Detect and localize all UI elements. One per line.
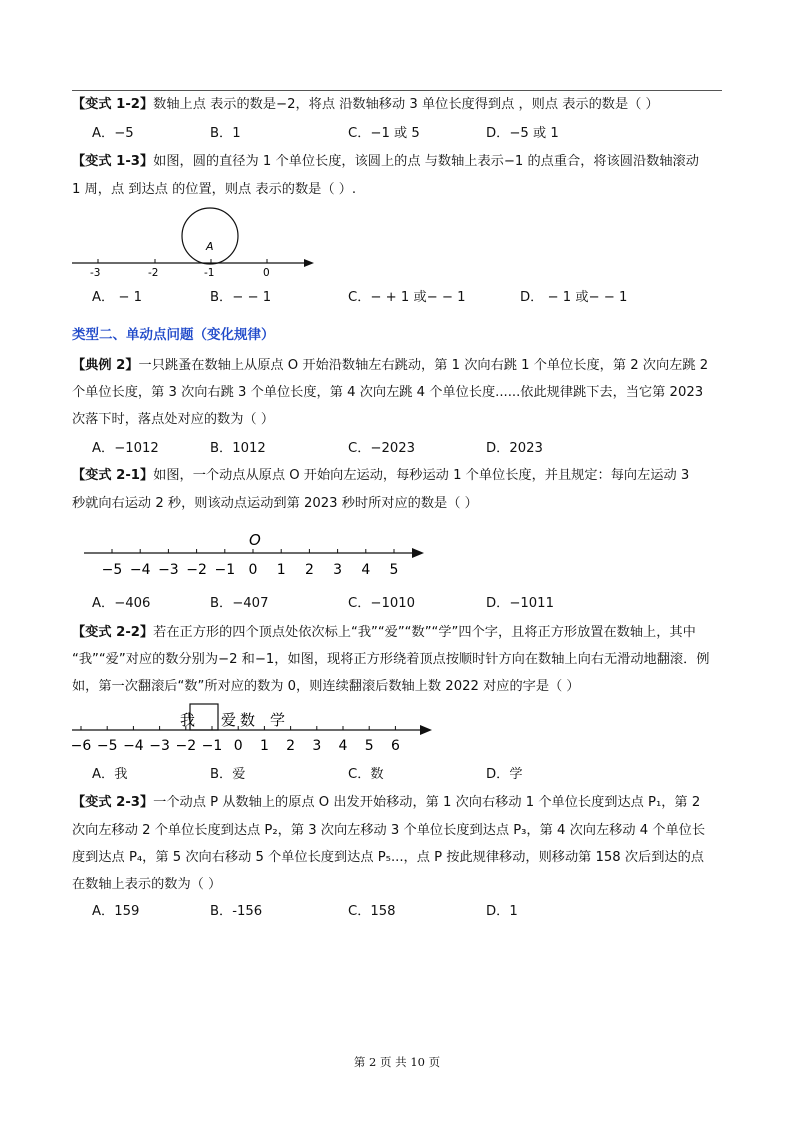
tick-label: 4 — [338, 738, 348, 754]
tick-label: −1 — [201, 738, 223, 754]
square-number-line-figure — [70, 700, 440, 754]
tick-label: 6 — [390, 738, 400, 754]
tick-label: 1 — [276, 562, 286, 578]
option-b[interactable]: B．爱 — [210, 767, 246, 782]
axis-arrow-icon — [420, 725, 432, 735]
question-2-1-line-2: 秒就向右运动 2 秒，则该动点运动到第 2023 秒时所对应的数是（ ） — [72, 496, 478, 511]
origin-label: O — [249, 531, 261, 549]
tick-label: −5 — [101, 562, 123, 578]
tick-label: −3 — [158, 562, 179, 578]
option-d[interactable]: D．1 — [486, 904, 518, 919]
question-1-3-line-2: 1 周，点 到达点 的位置，则点 表示的数是（ ）. — [72, 182, 357, 197]
tick-label: 5 — [389, 562, 399, 578]
option-b[interactable]: B．1 — [210, 126, 241, 141]
option-c[interactable]: C．−1 或 5 — [348, 126, 420, 141]
tick-label: −3 — [149, 738, 170, 754]
option-a[interactable]: A．我 — [92, 767, 128, 782]
option-d[interactable]: D．−5 或 1 — [486, 126, 559, 141]
axis-arrow-icon — [412, 548, 424, 558]
option-c[interactable]: C．−1010 — [348, 596, 416, 611]
word-xue: 学 — [270, 711, 286, 729]
tick-label: 3 — [333, 562, 343, 578]
page-footer: 第 2 页 共 10 页 — [353, 1055, 441, 1069]
question-tag: 【变式 2-1】 — [72, 468, 154, 483]
question-2-3-line-1 — [72, 794, 700, 812]
question-2-3-line-3: 度到达点 P₄，第 5 次向右移动 5 个单位长度到达点 P₅...，点 P 按此规律移动，则移动第 158 次后到达的点 — [72, 850, 704, 865]
header-rule — [72, 90, 722, 91]
word-wo: 我 — [180, 711, 196, 729]
tick-label: −2 — [175, 738, 197, 754]
tick-label: 2 — [304, 562, 314, 578]
option-c[interactable]: C．− + 1 或− − 1 — [348, 290, 466, 305]
question-2-3-line-2: 次向左移动 2 个单位长度到达点 P₂，第 3 次向左移动 3 个单位长度到达点 P₃，第 4 次向左移动 4 个单位长 — [72, 823, 706, 838]
question-text: 如图，一个动点从原点 O 开始向左运动，每秒运动 1 个单位长度，并且规定：每向左运动 3 — [153, 468, 690, 483]
question-text: 一个动点 P 从数轴上的原点 O 出发开始移动，第 1 次向右移动 1 个单位长度到达点 P₁，第 2 — [153, 795, 701, 810]
word-shu: 数 — [240, 711, 256, 729]
tick-label: 2 — [286, 738, 296, 754]
tick-label: 1 — [259, 738, 269, 754]
tick-label: −4 — [123, 738, 144, 754]
option-d[interactable]: D．−1011 — [486, 596, 554, 611]
question-1-3-line-1 — [72, 153, 699, 171]
option-d[interactable]: D．学 — [486, 767, 523, 782]
option-a[interactable]: A．−406 — [92, 596, 151, 611]
rolling-circle — [182, 208, 238, 264]
section-heading: 类型二、单动点问题（变化规律） — [72, 327, 275, 343]
option-c[interactable]: C．158 — [348, 904, 396, 919]
point-a-label: A — [206, 240, 214, 253]
tick-label: 0 — [233, 738, 243, 754]
example-2-line-2: 个单位长度，第 3 次向右跳 3 个单位长度，第 4 次向左跳 4 个单位长度......依此规律跳下去，当它第 2023 — [72, 385, 704, 400]
tick-label: −1 — [214, 562, 236, 578]
example-2-line-1 — [72, 357, 708, 375]
question-1-2 — [72, 96, 659, 114]
option-d[interactable]: D． − 1 或− − 1 — [520, 290, 628, 305]
tick-label: −2 — [186, 562, 207, 578]
tick-label: -2 — [148, 267, 159, 279]
option-a[interactable]: A．159 — [92, 904, 140, 919]
tick-label: 3 — [312, 738, 322, 754]
example-2-line-3: 次落下时，落点处对应的数为（ ） — [72, 412, 275, 427]
number-line-figure-2-1 — [82, 528, 432, 580]
question-text: 如图，圆的直径为 1 个单位长度，该圆上的点 与数轴上表示−1 的点重合，将该圆沿数轴滚动 — [153, 154, 699, 169]
question-tag: 【变式 2-3】 — [72, 795, 154, 810]
tick-label: 5 — [364, 738, 374, 754]
question-2-2-line-1 — [72, 624, 696, 642]
circle-number-line-figure — [70, 205, 320, 280]
question-text: 一只跳蚤在数轴上从原点 O 开始沿数轴左右跳动，第 1 次向右跳 1 个单位长度，第 2 次向左跳 2 — [138, 358, 709, 373]
tick-label: −5 — [96, 738, 118, 754]
question-text: 若在正方形的四个顶点处依次标上“我”“爱”“数”“学”四个字，且将正方形放置在数轴上，其中 — [153, 625, 696, 640]
tick-label: 0 — [263, 267, 270, 279]
tick-label: −4 — [129, 562, 151, 578]
question-text: 数轴上点 表示的数是−2，将点 沿数轴移动 3 单位长度得到点 ，则点 表示的数是（ ） — [153, 97, 659, 112]
option-a[interactable]: A． − 1 — [92, 290, 143, 305]
option-b[interactable]: B．-156 — [210, 904, 263, 919]
tick-label: -3 — [90, 267, 101, 279]
question-tag: 【变式 2-2】 — [72, 625, 154, 640]
tick-label: −6 — [70, 738, 92, 754]
tick-label: 4 — [361, 562, 371, 578]
option-a[interactable]: A．−1012 — [92, 441, 159, 456]
option-b[interactable]: B．1012 — [210, 441, 266, 456]
option-c[interactable]: C．数 — [348, 767, 384, 782]
tick-label: 0 — [248, 562, 258, 578]
option-b[interactable]: B．−407 — [210, 596, 269, 611]
question-2-2-line-3: 如，第一次翻滚后“数”所对应的数为 0，则连续翻滚后数轴上数 2022 对应的字是（ ） — [72, 679, 580, 694]
question-tag: 【典例 2】 — [72, 358, 139, 373]
word-ai: 爱 — [221, 711, 237, 729]
tick-label: -1 — [204, 267, 215, 279]
option-a[interactable]: A．−5 — [92, 126, 134, 141]
option-b[interactable]: B．− − 1 — [210, 290, 272, 305]
question-2-3-line-4: 在数轴上表示的数为（ ） — [72, 877, 222, 892]
option-c[interactable]: C．−2023 — [348, 441, 416, 456]
question-tag: 【变式 1-3】 — [72, 154, 154, 169]
option-d[interactable]: D．2023 — [486, 441, 543, 456]
question-tag: 【变式 1-2】 — [72, 97, 154, 112]
question-2-2-line-2: “我”“爱”对应的数分别为−2 和−1，如图，现将正方形绕着顶点按顺时针方向在数轴上向右无滑动地翻滚．例 — [72, 652, 710, 667]
axis-arrow-icon — [304, 259, 314, 267]
question-2-1-line-1 — [72, 467, 689, 485]
